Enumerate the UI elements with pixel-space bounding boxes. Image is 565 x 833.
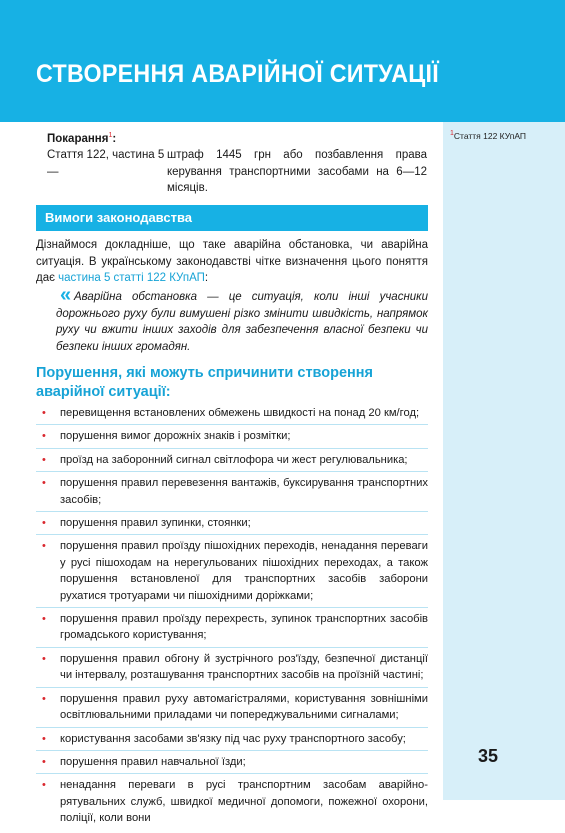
footnote-mark: 1 [450, 130, 454, 137]
list-item [36, 731, 428, 751]
list-item-text: користування засобами зв'язку під час руху транспортного засобу; [60, 732, 406, 745]
list-item [36, 538, 428, 608]
bullet-icon: • [42, 477, 46, 490]
definition-quote [56, 289, 428, 355]
list-item [36, 515, 428, 535]
quote-mark-icon: « [60, 284, 72, 306]
bullet-icon: • [42, 652, 46, 665]
bullet-icon: • [42, 407, 46, 419]
bullet-icon: • [42, 613, 46, 626]
list-item [36, 754, 428, 774]
bullet-icon: • [42, 540, 46, 553]
list-item [36, 405, 428, 425]
penalty-label-colon: : [112, 132, 117, 145]
violations-heading: Порушення, які можуть спричинити створення аварійної ситуації: [36, 365, 374, 400]
penalty-article: Стаття 122, частина 5 — [47, 149, 165, 178]
violations-list [36, 405, 428, 833]
list-item [36, 428, 428, 448]
list-item-text: порушення правил перевезення вантажів, буксирування транспортних засобів; [60, 477, 428, 506]
bullet-icon: • [42, 755, 46, 768]
quote-text: Аварійна обстановка — це ситуація, коли інші учасники дорожнього руху були вимушені різко змінити швидкість, напрямок руху чи вжити інших заходів для забезпечення власної безпеки чи безпеки інших громадян. [56, 291, 428, 353]
list-item-text: порушення правил обгону й зустрічного роз'їзду, безпечної дистанції чи інтервалу, розташування транспортних засобів на проїзній частині; [60, 652, 428, 682]
bullet-icon: • [42, 692, 46, 705]
bullet-icon: • [42, 732, 46, 745]
list-item-text: ненадання переваги в русі транспортним засобам аварійно-рятувальних служб, швидкої медичної допомоги, пожежної охорони, поліції, коли вони [60, 779, 428, 825]
list-item [36, 611, 428, 648]
page-header [0, 0, 565, 122]
intro-text: Дізнаймося докладніше, що таке аварійна обстановка, чи аварійна ситуація. В українському законодавстві чітке визначення цього поняття дає [36, 239, 428, 284]
list-item-text: порушення правил проїзду пішохідних переходів, ненадання переваги у русі пішоходам на нерегульованих пішохідних переходах, а також порушення встановленої для транспортних засобів заборони рухатися тротуарами чи пішохідними доріжками; [60, 540, 428, 602]
section-title: Вимоги законодавства [45, 210, 192, 225]
bullet-icon: • [42, 779, 46, 792]
list-item-text: порушення правил проїзду перехресть, зупинок транспортних засобів громадського користування; [60, 613, 428, 642]
intro-after: : [204, 272, 209, 284]
list-item-text: порушення вимог дорожніх знаків і розмітки; [60, 430, 291, 443]
list-item [36, 691, 428, 728]
list-item [36, 475, 428, 512]
list-item-text: перевищення встановлених обмежень швидкості на понад 20 км/год; [60, 407, 420, 419]
bullet-icon: • [42, 517, 46, 530]
list-item [36, 452, 428, 472]
penalty-label: Покарання [47, 132, 109, 145]
penalty-text: штраф 1445 грн або позбавлення права керування транспортними засобами на 6—12 місяців. [167, 149, 427, 195]
sidebar-footnote [450, 130, 526, 141]
list-item [36, 651, 428, 688]
list-item-text: проїзд на заборонний сигнал світлофора чи жест регулювальника; [60, 453, 408, 466]
list-item-text: порушення правил руху автомагістралями, користування зовнішніми освітлювальними приладами чи попереджувальними сигналами; [60, 692, 428, 722]
intro-reference: частина 5 статті 122 КУпАП [58, 272, 205, 284]
penalty-label-mark: 1 [108, 132, 113, 139]
list-item-text: порушення правил зупинки, стоянки; [60, 517, 251, 530]
list-item-text: порушення правил навчальної їзди; [60, 755, 246, 768]
section-heading-band [36, 205, 428, 231]
penalty-block [47, 128, 427, 197]
intro-paragraph [36, 237, 428, 287]
list-item [36, 777, 428, 829]
page-number: 35 [478, 746, 499, 766]
bullet-icon: • [42, 453, 46, 466]
page-title: СТВОРЕННЯ АВАРІЙНОЇ СИТУАЦІЇ [36, 60, 439, 88]
footnote-text: Стаття 122 КУпАП [453, 130, 527, 141]
bullet-icon: • [42, 430, 46, 443]
